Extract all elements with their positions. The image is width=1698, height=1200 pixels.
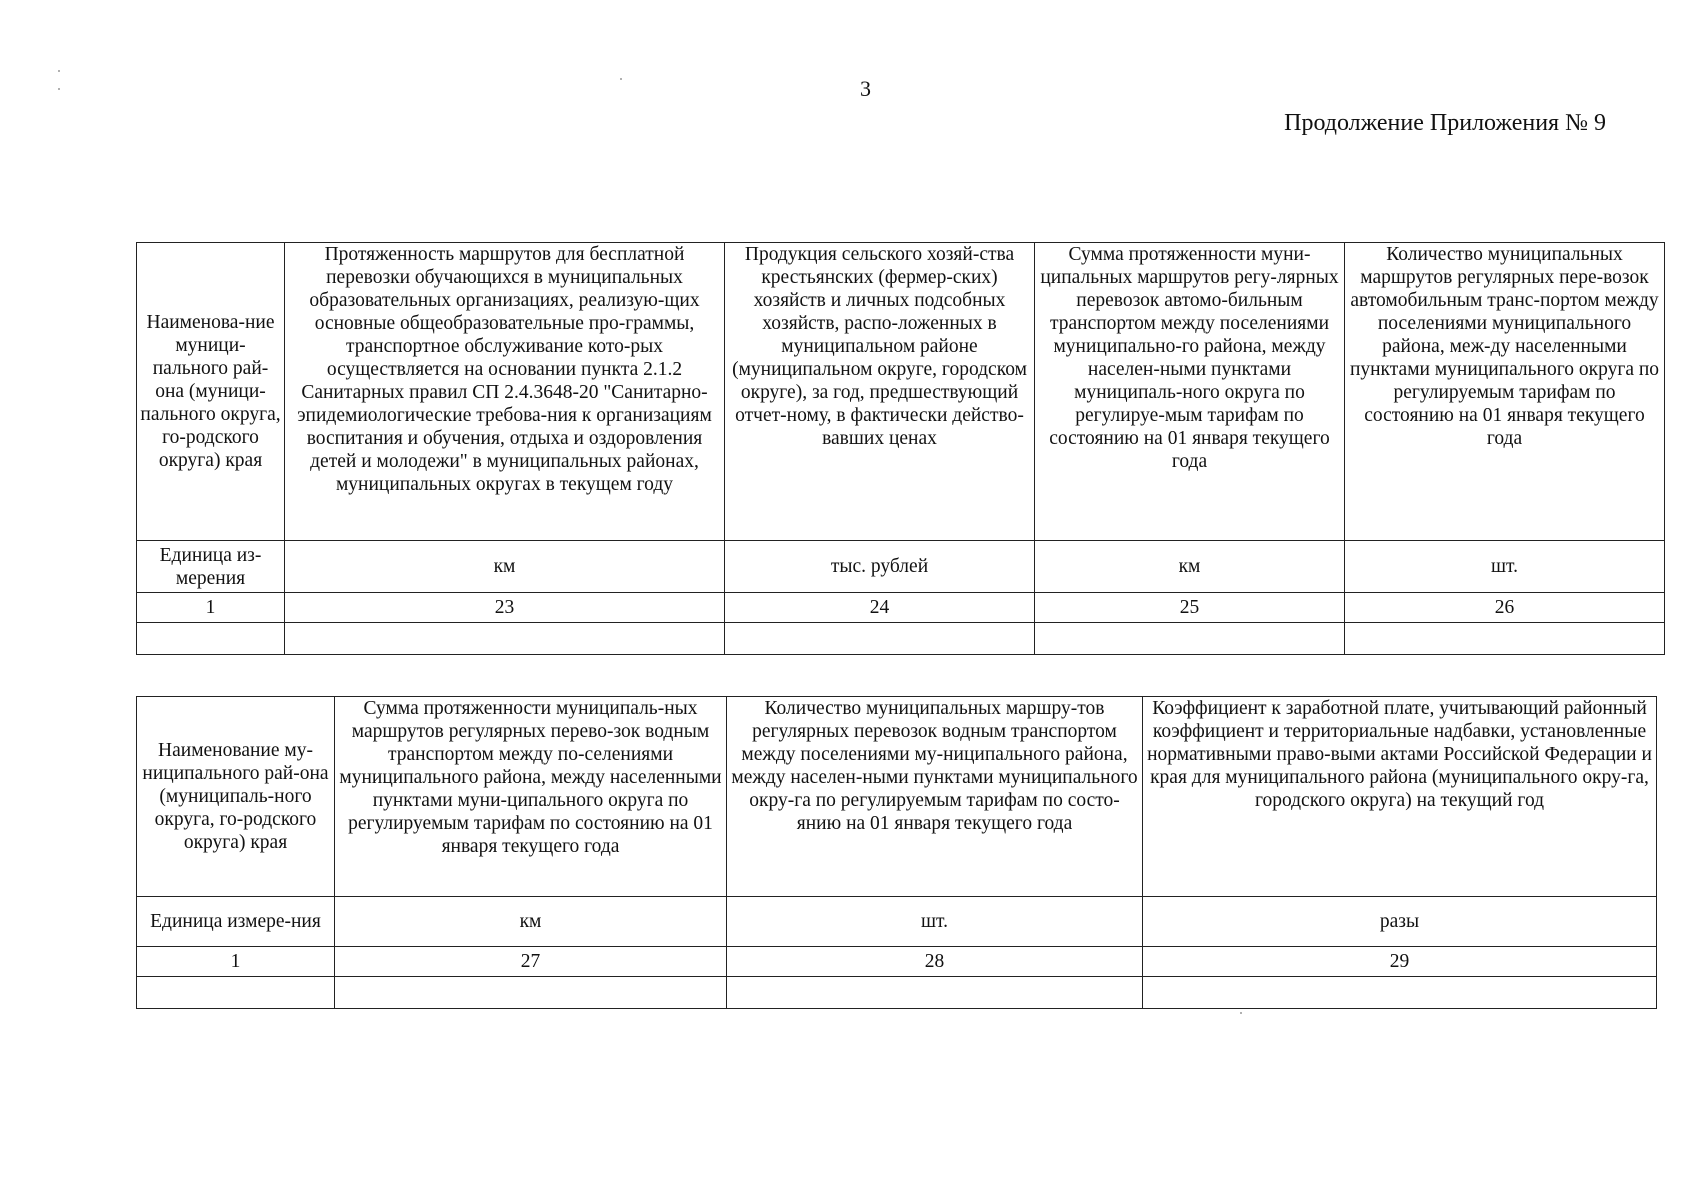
header-cell-municipality-name: Наименова-ние муници-пального рай-она (муници-пального округа, го-родского округа) края: [137, 243, 285, 541]
column-number-cell: 26: [1345, 593, 1665, 623]
empty-cell: [1345, 623, 1665, 655]
header-cell-school-routes-length: Протяженность маршрутов для бесплатной перевозки обучающихся в муниципальных образовательных организациях, реализую-щих основные общеобразовательные про-граммы, транспортное обслуживание кото-рых осуществляется на основании пункта 2.1.2 Санитарных правил СП 2.4.3648-20 "Санитарно-эпидемиологические требова-ния к организациям воспитания и обучения, отдыха и оздоровления детей и молодежи" в муниципальных районах, муниципальных округах в текущем году: [285, 243, 725, 541]
empty-cell: [725, 623, 1035, 655]
units-row: [137, 541, 1665, 593]
column-number-cell: 1: [137, 593, 285, 623]
column-number-cell: 23: [285, 593, 725, 623]
empty-data-row: [137, 977, 1657, 1009]
scan-speck: [620, 78, 622, 80]
units-label-cell: Единица из-мерения: [137, 541, 285, 593]
header-cell-auto-routes-count: Количество муниципальных маршрутов регулярных пере-возок автомобильным транс-портом между поселениями муниципального района, меж-ду населенными пунктами муниципального округа по регулируемым тарифам по состоянию на 01 января текущего года: [1345, 243, 1665, 541]
unit-cell: км: [335, 897, 727, 947]
indicators-table-2: [136, 696, 1657, 1009]
scan-speck: [1240, 1012, 1242, 1014]
empty-cell: [1035, 623, 1345, 655]
scan-speck: [58, 70, 60, 72]
header-cell-agricultural-production: Продукция сельского хозяй-ства крестьянских (фермер-ских) хозяйств и личных подсобных хозяйств, распо-ложенных в муниципальном районе (муниципальном округе, городском округе), за год, предшествующий отчет-ному, в фактически действо-вавших ценах: [725, 243, 1035, 541]
header-cell-wage-coefficient: Коэффициент к заработной плате, учитывающий районный коэффициент и территориальные надбавки, установленные нормативными право-выми актами Российской Федерации и края для муниципального района (муниципального окру-га, городского округа) на текущий год: [1143, 697, 1657, 897]
column-number-row: [137, 593, 1665, 623]
column-number-cell: 25: [1035, 593, 1345, 623]
column-number-cell: 29: [1143, 947, 1657, 977]
header-cell-auto-routes-length: Сумма протяженности муни-ципальных маршрутов регу-лярных перевозок автомо-бильным транспортом между поселениями муниципально-го района, между населен-ными пунктами муниципаль-ного округа по регулируе-мым тарифам по состоянию на 01 января текущего года: [1035, 243, 1345, 541]
empty-cell: [285, 623, 725, 655]
column-number-cell: 28: [727, 947, 1143, 977]
header-cell-municipality-name: Наименование му-ниципального рай-она (муниципаль-ного округа, го-родского округа) края: [137, 697, 335, 897]
column-number-cell: 24: [725, 593, 1035, 623]
empty-cell: [1143, 977, 1657, 1009]
continuation-title: Продолжение Приложения № 9: [1284, 110, 1606, 136]
empty-data-row: [137, 623, 1665, 655]
empty-cell: [137, 977, 335, 1009]
column-number-cell: 27: [335, 947, 727, 977]
table-header-row: [137, 243, 1665, 541]
table-header-row: [137, 697, 1657, 897]
column-number-cell: 1: [137, 947, 335, 977]
header-cell-water-routes-length: Сумма протяженности муниципаль-ных маршрутов регулярных перево-зок водным транспортом между по-селениями муниципального района, между населенными пунктами муни-ципального округа по регулируемым тарифам по состоянию на 01 января текущего года: [335, 697, 727, 897]
empty-cell: [137, 623, 285, 655]
units-label-cell: Единица измере-ния: [137, 897, 335, 947]
page-number: 3: [860, 76, 871, 101]
empty-cell: [727, 977, 1143, 1009]
column-number-row: [137, 947, 1657, 977]
unit-cell: км: [1035, 541, 1345, 593]
unit-cell: км: [285, 541, 725, 593]
unit-cell: шт.: [1345, 541, 1665, 593]
empty-cell: [335, 977, 727, 1009]
scan-speck: [58, 88, 60, 90]
unit-cell: тыс. рублей: [725, 541, 1035, 593]
indicators-table-1: [136, 242, 1665, 655]
unit-cell: шт.: [727, 897, 1143, 947]
units-row: [137, 897, 1657, 947]
unit-cell: разы: [1143, 897, 1657, 947]
header-cell-water-routes-count: Количество муниципальных маршру-тов регулярных перевозок водным транспортом между поселениями му-ниципального района, между населен-ными пунктами муниципального окру-га по регулируемым тарифам по состо-янию на 01 января текущего года: [727, 697, 1143, 897]
